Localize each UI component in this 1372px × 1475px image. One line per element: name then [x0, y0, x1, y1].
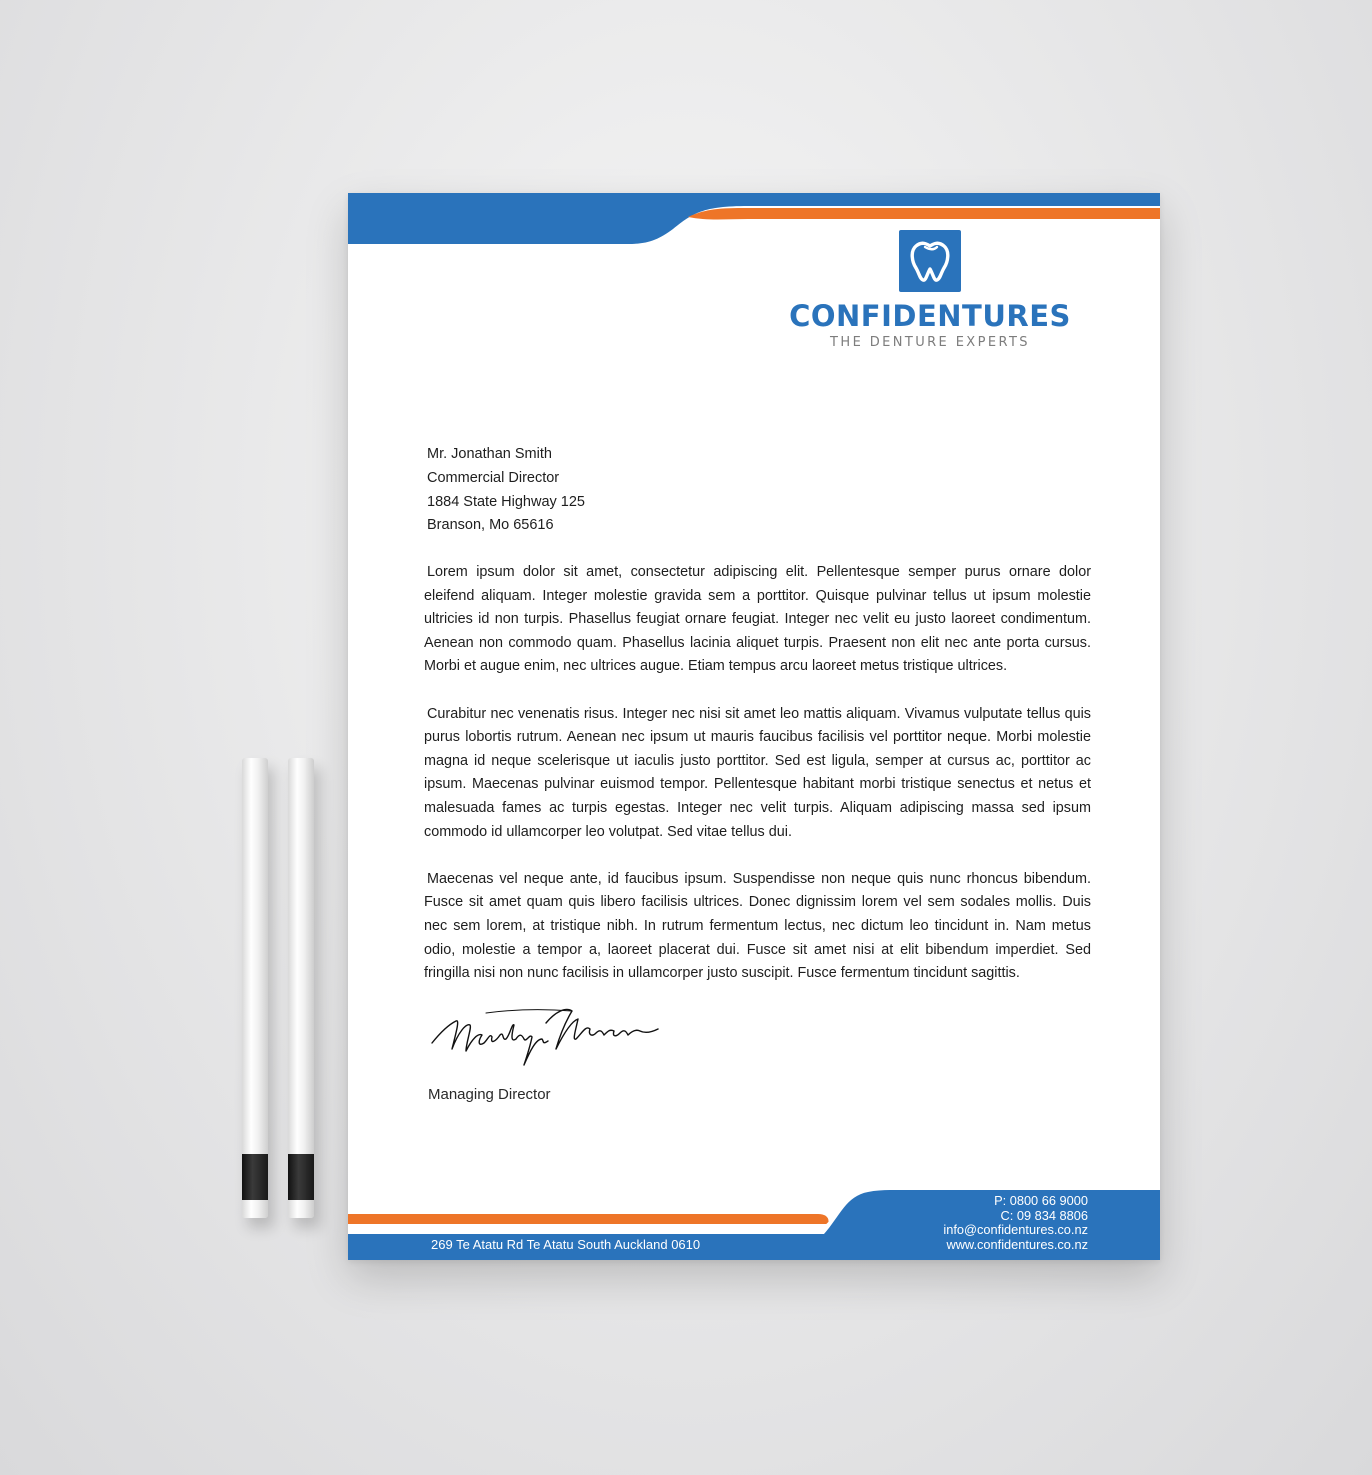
- footer-address: 269 Te Atatu Rd Te Atatu South Auckland 0610: [431, 1237, 701, 1252]
- recipient-name: Mr. Jonathan Smith: [427, 446, 552, 462]
- pen-band: [288, 1154, 314, 1200]
- recipient-street: 1884 State Highway 125: [427, 493, 585, 510]
- brand-name: CONFIDENTURES: [789, 299, 1071, 333]
- footer-contact: [943, 1194, 1088, 1252]
- footer-phone: P: 0800 66 9000: [994, 1193, 1088, 1208]
- recipient-block: [427, 443, 585, 538]
- pen-band: [242, 1154, 268, 1200]
- letterhead-sheet: [348, 193, 1160, 1260]
- footer-cell: C: 09 834 8806: [1000, 1207, 1088, 1223]
- recipient-city: Branson, Mo 65616: [427, 517, 554, 534]
- body-paragraph: Maecenas vel neque ante, id faucibus ipsum. Suspendisse non neque quis nunc rhoncus bibendum. Fusce sit amet quam quis libero facilisis ultrices. Donec dignissim lorem vel sem sodales mollis. Duis nec sem lorem, at tristique nibh. In rutrum fermentum lectus, nec dictum leo tincidunt in. Nam metus odio, molestie a tempor a, laoreet placerat dui. Fusce sit amet nisi at elit bibendum imperdiet. Sed fringilla nisi non nunc facilisis in ullamcorper justo suscipit. Fusce fermentum tincidunt sagittis.: [424, 870, 1091, 982]
- footer-website: www.confidentures.co.nz: [946, 1236, 1088, 1252]
- footer-email: info@confidentures.co.nz: [943, 1222, 1088, 1238]
- letter-body: [424, 561, 1091, 1009]
- body-paragraph: Curabitur nec venenatis risus. Integer nec nisi sit amet leo mattis aliquam. Vivamus vulputate tellus quis purus lobortis rutrum. Aenean nec ipsum ut mauris faucibus facilisis vel porttitor neque. Morbi molestie magna id neque scelerisque ut iaculis justo porttitor. Sed est ligula, semper at cursus ac, porttitor ac ipsum. Maecenas pulvinar euismod tempor. Pellentesque habitant morbi tristique senectus et netus et malesuada fames ac turpis egestas. Integer nec velit turpis. Aliquam adipiscing massa sed ipsum commodo id ullamcorper leo volutpat. Sed vitae tellus dui.: [424, 705, 1091, 840]
- header-wave: [348, 193, 1160, 253]
- pen-right: [288, 758, 314, 1218]
- tooth-icon: [899, 230, 961, 292]
- brand-tagline: THE DENTURE EXPERTS: [830, 335, 1030, 350]
- pen-left: [242, 758, 268, 1218]
- handwritten-signature: [426, 1003, 671, 1073]
- signatory-title: Managing Director: [428, 1086, 551, 1103]
- body-paragraph: Lorem ipsum dolor sit amet, consectetur adipiscing elit. Pellentesque semper purus ornare dolor eleifend aliquam. Integer molestie gravida sem a porttitor. Quisque pulvinar tellus ut ipsum molestie ultricies id non turpis. Phasellus feugiat ornare feugiat. Integer nec velit eu justo laoreet condimentum. Aenean non commodo quam. Phasellus lacinia aliquet turpis. Praesent non elit nec ante porta cursus. Morbi et augue enim, nec ultrices augue. Etiam tempus arcu laoreet metus tristique ultrices.: [424, 564, 1091, 675]
- recipient-title: Commercial Director: [427, 469, 560, 486]
